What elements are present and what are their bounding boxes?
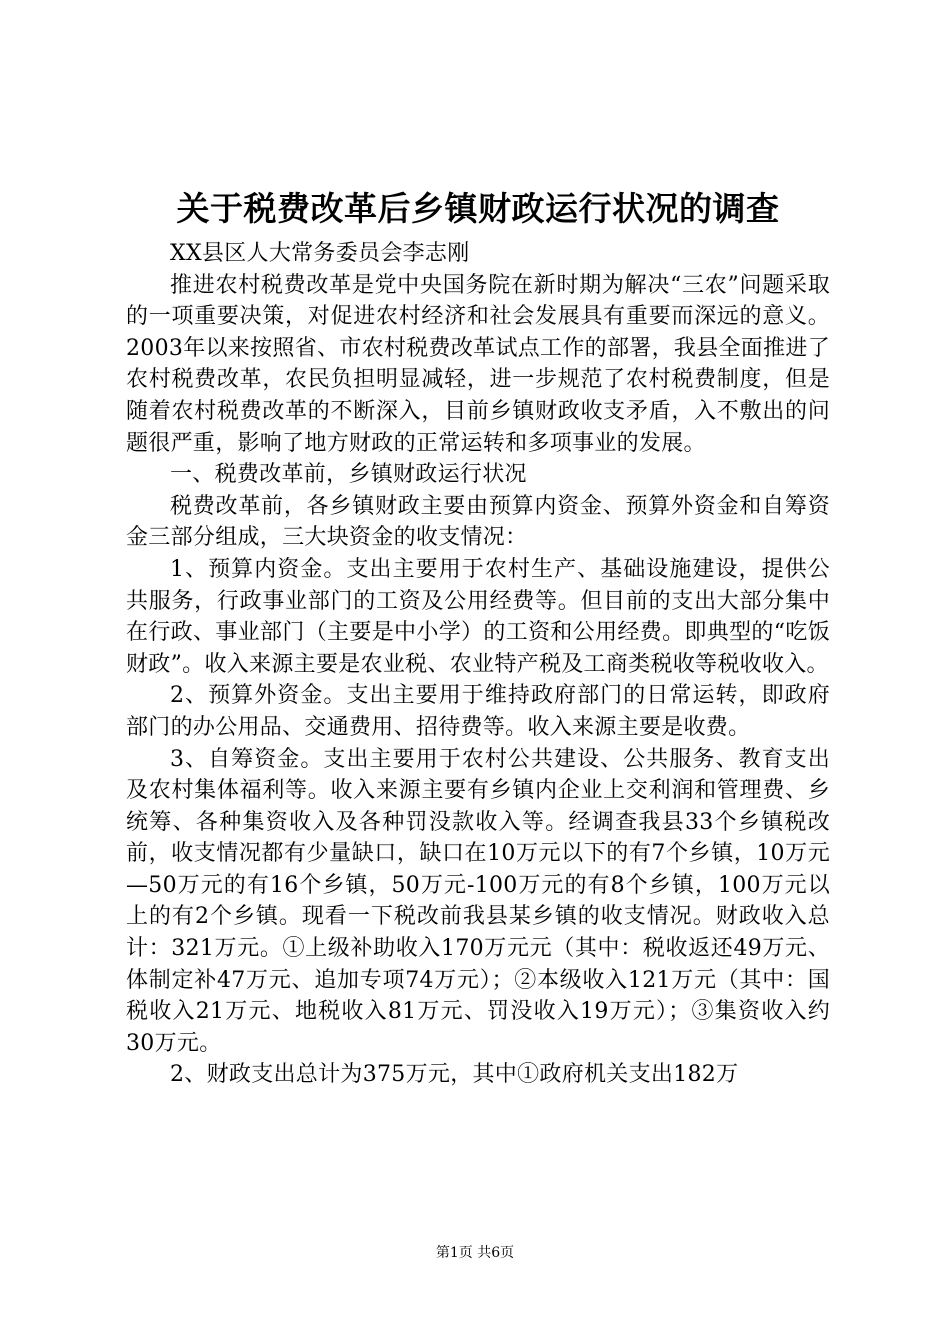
paragraph-item-3: 3、自筹资金。支出主要用于农村公共建设、公共服务、教育支出及农村集体福利等。收入来源主要有乡镇内企业上交利润和管理费、乡统筹、各种集资收入及各种罚没款收入等。经调查我县33个乡镇税改前，收支情况都有少量缺口，缺口在10万元以下的有7个乡镇，10万元—50万元的有16个乡镇，50万元-100万元的有8个乡镇，100万元以上的有2个乡镇。现看一下税改前我县某乡镇的收支情况。财政收入总计：321万元。①上级补助收入170万元元（其中：税收返还49万元、体制定补47万元、追加专项74万元）；②本级收入121万元（其中：国税收入21万元、地税收入81万元、罚没收入19万元）；③集资收入约30万元。	[126, 746, 830, 1056]
section-heading-1: 一、税费改革前，乡镇财政运行状况	[170, 462, 527, 488]
paragraph-overview: 税费改革前，各乡镇财政主要由预算内资金、预算外资金和自筹资金三部分组成，三大块资金的收支情况：	[126, 493, 830, 551]
paragraph-item-2: 2、预算外资金。支出主要用于维持政府部门的日常运转，即政府部门的办公用品、交通费用、招待费等。收入来源主要是收费。	[126, 683, 830, 740]
page-footer	[0, 1243, 950, 1263]
paragraph-intro: 推进农村税费改革是党中央国务院在新时期为解决“三农”问题采取的一项重要决策，对促进农村经济和社会发展具有重要而深远的意义。2003年以来按照省、市农村税费改革试点工作的部署，我县全面推进了农村税费改革，农民负担明显减轻，进一步规范了农村税费制度，但是随着农村税费改革的不断深入，目前乡镇财政收支矛盾，入不敷出的问题很严重，影响了地方财政的正常运转和多项事业的发展。	[126, 272, 830, 456]
paragraph-expenditure: 2、财政支出总计为375万元，其中①政府机关支出182万	[170, 1062, 739, 1088]
paragraph-item-1: 1、预算内资金。支出主要用于农村生产、基础设施建设，提供公共服务，行政事业部门的工资及公用经费等。但目前的支出大部分集中在行政、事业部门（主要是中小学）的工资和公用经费。即典型的“吃饭财政”。收入来源主要是农业税、农业特产税及工商类税收等税收收入。	[126, 556, 830, 677]
page-number: 第1页 共6页	[435, 1245, 515, 1261]
document-title: 关于税费改革后乡镇财政运行状况的调查	[176, 189, 780, 228]
document-page	[126, 182, 830, 1091]
author-line: XX县区人大常务委员会李志刚	[170, 241, 470, 266]
